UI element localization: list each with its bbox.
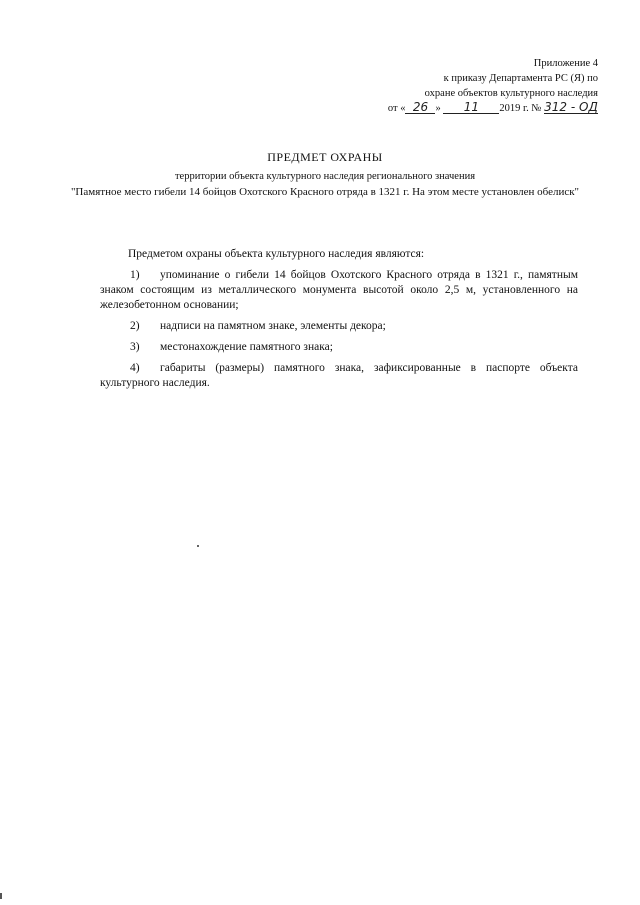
annex-number: Приложение 4 [533,58,598,69]
scan-speck [197,545,199,547]
date-year: 2019 г. № [499,103,542,114]
annex-date-line [338,101,598,116]
list-intro: Предметом охраны объекта культурного наследия являются: [128,248,425,260]
order-number: 312 - ОД [544,100,598,114]
list-item-text: надписи на памятном знаке, элементы декора; [160,320,386,332]
document-title: ПРЕДМЕТ ОХРАНЫ [267,150,383,164]
list-item [100,361,578,391]
list-item-number: 1) [130,269,140,281]
object-name: "Памятное место гибели 14 бойцов Охотского Красного отряда в 1321 г. На этом месте установлен обелиск" [70,186,580,198]
date-prefix: от « [387,103,406,114]
scan-edge-mark [0,893,2,899]
document-subtitle: территории объекта культурного наследия регионального значения [174,171,476,182]
date-month: 11 [443,101,499,114]
date-quote-close: » [435,103,441,114]
list-item [100,319,578,334]
list-item-number: 2) [130,320,140,332]
list-item-number: 4) [130,362,140,374]
annex-header [338,56,598,116]
protection-subject-list [100,247,578,397]
list-item-text: местонахождение памятного знака; [160,341,333,353]
list-item [100,268,578,313]
list-item-text: габариты (размеры) памятного знака, зафиксированные в паспорте объекта культурного наследия. [100,362,578,389]
list-item [100,340,578,355]
annex-order-line: к приказу Департамента РС (Я) по [443,73,598,84]
list-item-text: упоминание о гибели 14 бойцов Охотского Красного отряда в 1321 г., памятным знаком состоящим из металлического монумента высотой около 2,5 м, установленного на железобетонном основании; [100,269,578,311]
list-item-number: 3) [130,341,140,353]
annex-department-line: охране объектов культурного наследия [424,88,598,99]
date-day: 26 [405,101,435,114]
